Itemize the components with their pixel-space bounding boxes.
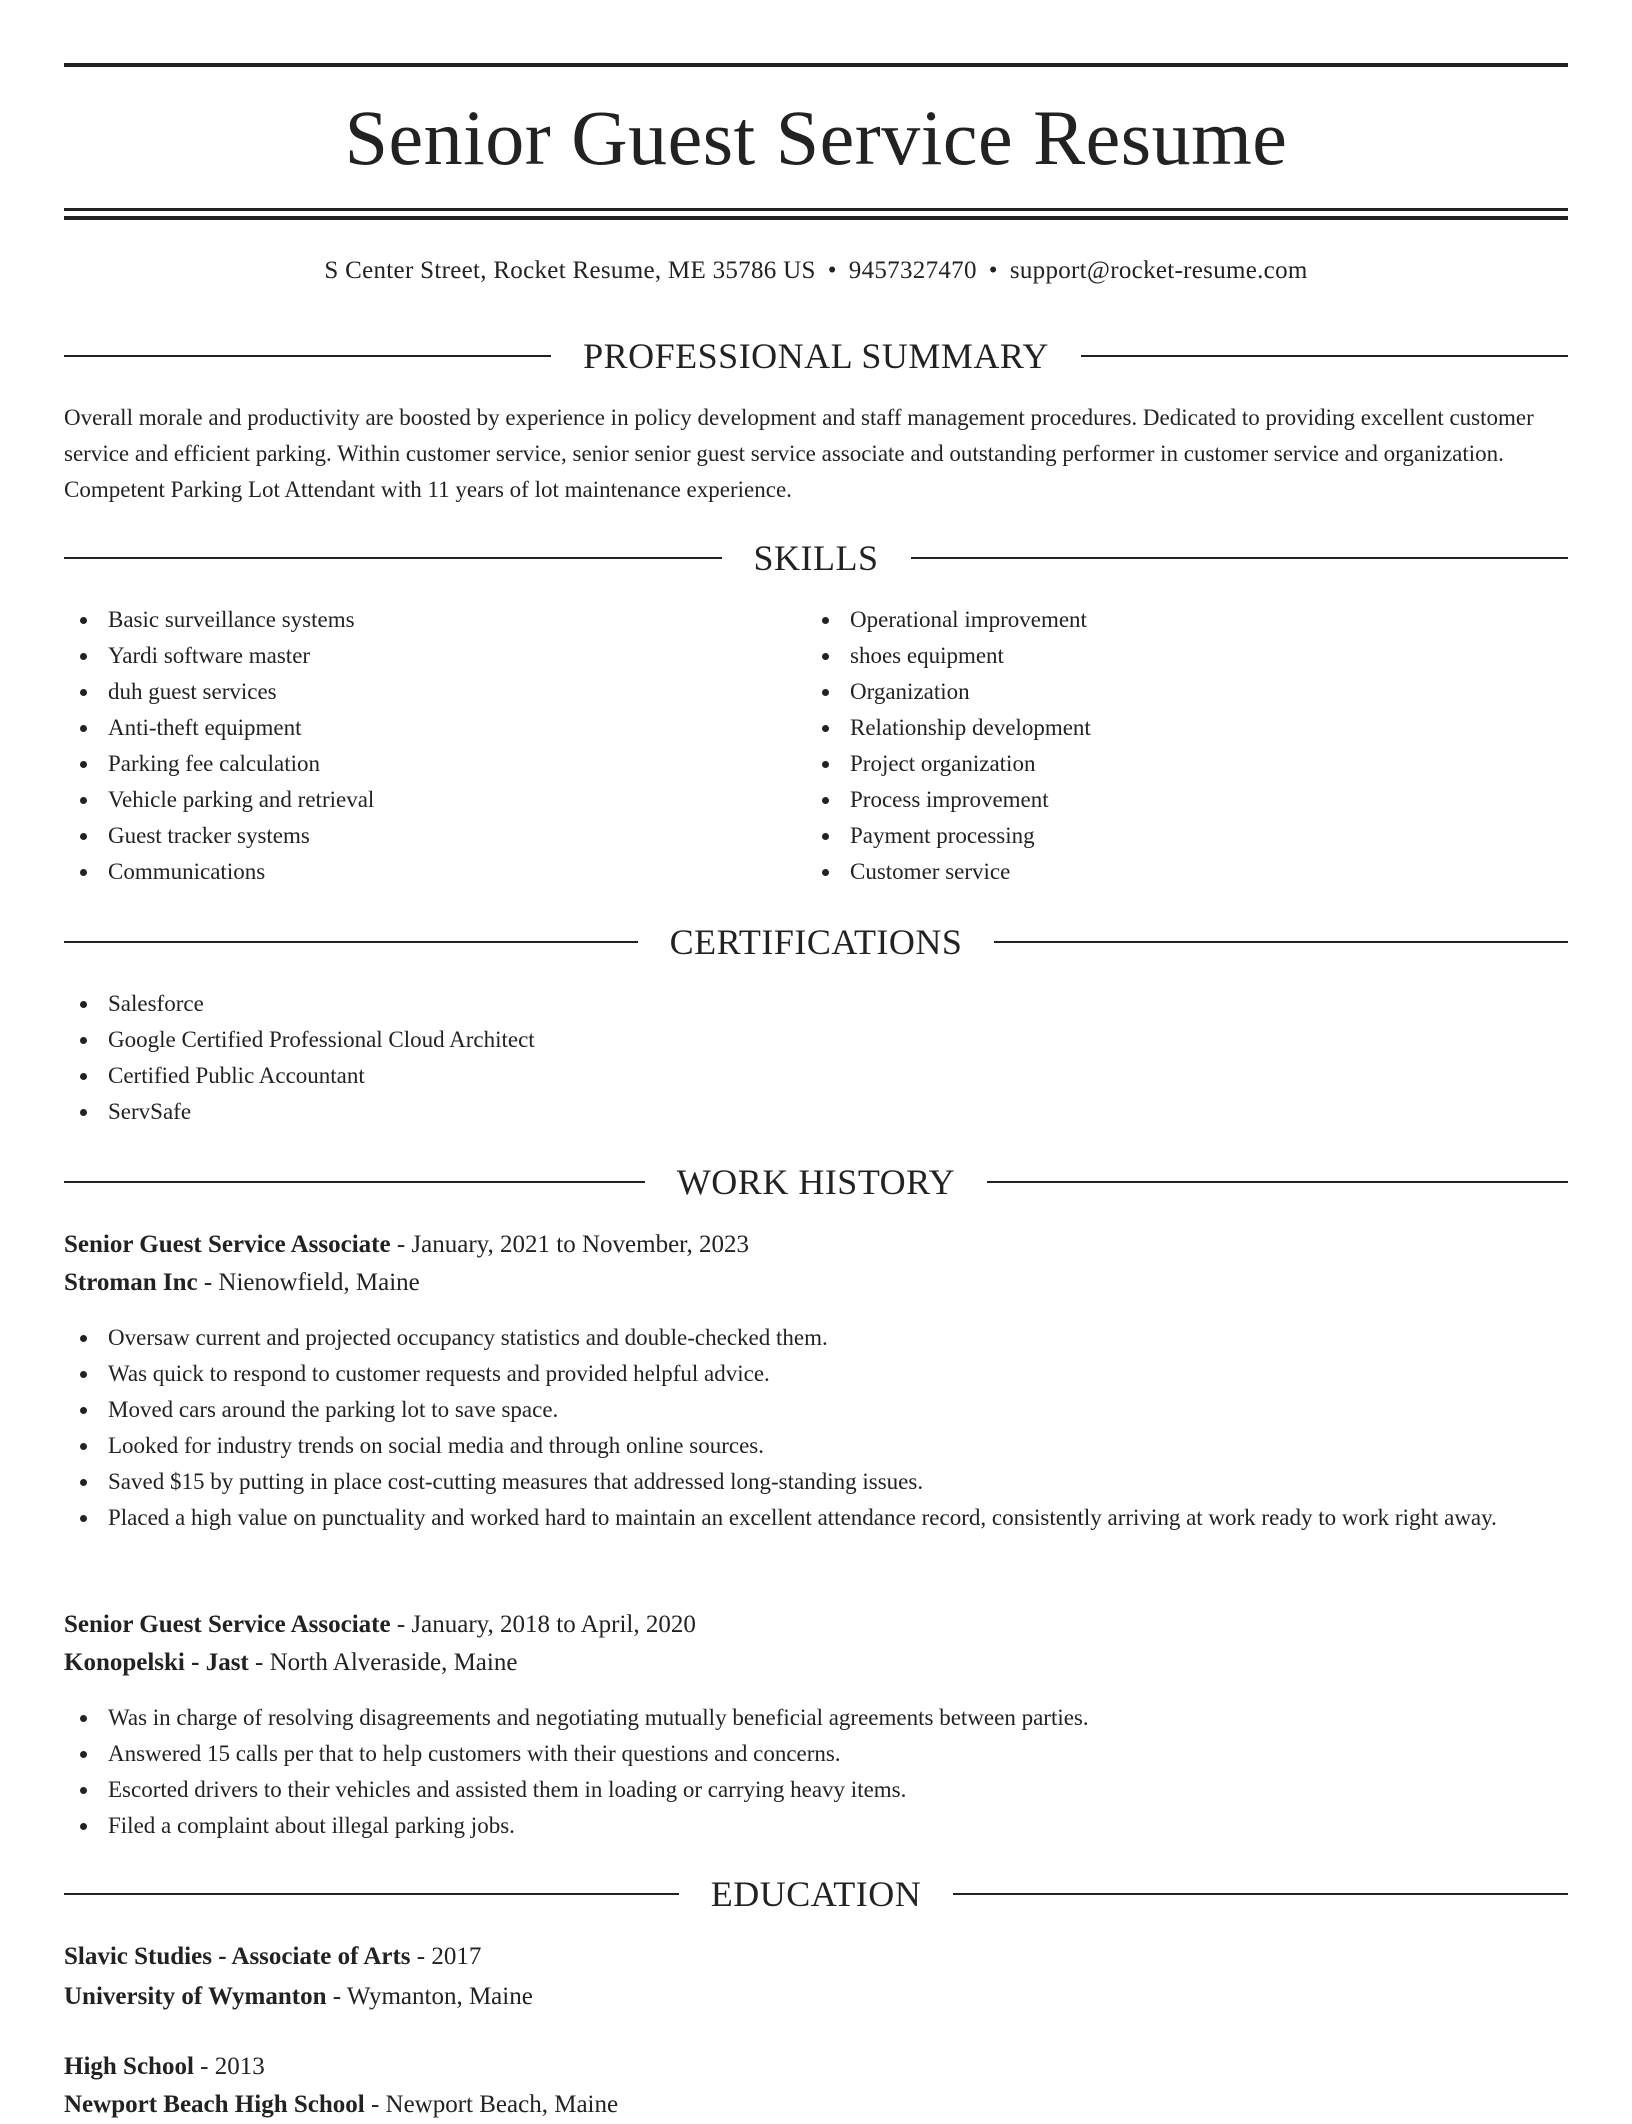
- skill-item: Customer service: [806, 854, 1526, 890]
- job-bullet: Filed a complaint about illegal parking jobs.: [64, 1808, 1568, 1844]
- section-heading-certifications: [64, 920, 1568, 964]
- skill-item: duh guest services: [64, 674, 784, 710]
- job-bullet: Was in charge of resolving disagreements and negotiating mutually beneficial agreements between parties.: [64, 1700, 1568, 1736]
- section-title: PROFESSIONAL SUMMARY: [583, 336, 1049, 376]
- contact-separator: •: [827, 257, 837, 284]
- contact-address: S Center Street, Rocket Resume, ME 35786 US: [324, 257, 816, 284]
- job-bullet: Looked for industry trends on social media and through online sources.: [64, 1428, 1568, 1464]
- skill-item: Process improvement: [806, 782, 1526, 818]
- education-year: - 2013: [193, 2053, 265, 2080]
- heading-rule-right: [953, 1893, 1568, 1895]
- contact-line: [64, 254, 1568, 288]
- education-school-line: [64, 1978, 1568, 2016]
- skill-item: Operational improvement: [806, 602, 1526, 638]
- skill-item: Organization: [806, 674, 1526, 710]
- education-degree: High School: [64, 2053, 194, 2080]
- job-bullets: [64, 1700, 1568, 1844]
- job-dates: - January, 2021 to November, 2023: [390, 1231, 749, 1258]
- job-bullet: Oversaw current and projected occupancy statistics and double-checked them.: [64, 1320, 1568, 1356]
- section-title: CERTIFICATIONS: [669, 922, 963, 962]
- job-title: Senior Guest Service Associate: [64, 1611, 391, 1638]
- section-heading-education: [64, 1872, 1568, 1916]
- skill-item: Communications: [64, 854, 784, 890]
- skills-list-right: [806, 602, 1526, 890]
- skill-item: Guest tracker systems: [64, 818, 784, 854]
- education-school: Newport Beach High School: [64, 2091, 365, 2118]
- job-location: - North Alveraside, Maine: [248, 1649, 518, 1676]
- job-title: Senior Guest Service Associate: [64, 1231, 391, 1258]
- education-location: - Wymanton, Maine: [326, 1983, 533, 2010]
- job-bullet: Answered 15 calls per that to help customers with their questions and concerns.: [64, 1736, 1568, 1772]
- skill-item: Relationship development: [806, 710, 1526, 746]
- heading-rule-left: [64, 1181, 645, 1183]
- section-heading-work-history: [64, 1160, 1568, 1204]
- job-title-line: [64, 1606, 1568, 1644]
- job-company-line: [64, 1264, 1568, 1302]
- education-school: University of Wymanton: [64, 1983, 327, 2010]
- skill-item: Yardi software master: [64, 638, 784, 674]
- education-year: - 2017: [410, 1943, 482, 1970]
- header-rule-lower: [64, 216, 1568, 220]
- heading-rule-left: [64, 941, 638, 943]
- skill-item: Parking fee calculation: [64, 746, 784, 782]
- education-location: - Newport Beach, Maine: [364, 2091, 619, 2118]
- education-degree-line: [64, 2048, 1568, 2086]
- heading-rule-right: [994, 941, 1568, 943]
- heading-rule-right: [911, 557, 1569, 559]
- job-title-line: [64, 1226, 1568, 1264]
- job-company: Konopelski - Jast: [64, 1649, 249, 1676]
- education-school-line: [64, 2086, 1568, 2124]
- heading-rule-left: [64, 557, 722, 559]
- education-degree-line: [64, 1938, 1568, 1976]
- job-company-line: [64, 1644, 1568, 1682]
- certifications-list: [64, 986, 1064, 1130]
- skill-item: Anti-theft equipment: [64, 710, 784, 746]
- certification-item: Salesforce: [64, 986, 1064, 1022]
- summary-text: Overall morale and productivity are boosted by experience in policy development and staff management procedures. Dedicated to providing excellent customer service and efficient parking. Within customer service, senior senior guest service associate and outstanding performer in customer service and organization. Competent Parking Lot Attendant with 11 years of lot maintenance experience.: [64, 405, 1534, 502]
- contact-phone: 9457327470: [848, 257, 977, 284]
- skill-item: shoes equipment: [806, 638, 1526, 674]
- contact-separator: •: [988, 257, 998, 284]
- section-title: WORK HISTORY: [676, 1162, 956, 1202]
- skill-item: Basic surveillance systems: [64, 602, 784, 638]
- skills-list-left: [64, 602, 784, 890]
- job-bullet: Was quick to respond to customer requests and provided helpful advice.: [64, 1356, 1568, 1392]
- certification-item: Google Certified Professional Cloud Architect: [64, 1022, 1064, 1058]
- job-bullet: Escorted drivers to their vehicles and assisted them in loading or carrying heavy items.: [64, 1772, 1568, 1808]
- section-title: SKILLS: [753, 538, 879, 578]
- job-company: Stroman Inc: [64, 1269, 198, 1296]
- top-rule: [64, 63, 1568, 67]
- heading-rule-left: [64, 355, 551, 357]
- job-bullet: Saved $15 by putting in place cost-cutting measures that addressed long-standing issues.: [64, 1464, 1568, 1500]
- header-rule-upper: [64, 208, 1568, 211]
- heading-rule-right: [1081, 355, 1568, 357]
- skill-item: Vehicle parking and retrieval: [64, 782, 784, 818]
- job-bullet: Placed a high value on punctuality and worked hard to maintain an excellent attendance record, consistently arriving at work ready to work right away.: [64, 1500, 1568, 1536]
- section-heading-summary: [64, 334, 1568, 378]
- heading-rule-left: [64, 1893, 679, 1895]
- job-location: - Nienowfield, Maine: [197, 1269, 420, 1296]
- skill-item: Payment processing: [806, 818, 1526, 854]
- job-bullets: [64, 1320, 1568, 1536]
- section-title: EDUCATION: [710, 1874, 922, 1914]
- certification-item: Certified Public Accountant: [64, 1058, 1064, 1094]
- job-dates: - January, 2018 to April, 2020: [390, 1611, 696, 1638]
- page-title: Senior Guest Service Resume: [344, 94, 1288, 181]
- skill-item: Project organization: [806, 746, 1526, 782]
- education-degree: Slavic Studies - Associate of Arts: [64, 1943, 411, 1970]
- contact-email: support@rocket-resume.com: [1009, 257, 1308, 284]
- job-bullet: Moved cars around the parking lot to save space.: [64, 1392, 1568, 1428]
- heading-rule-right: [987, 1181, 1568, 1183]
- certification-item: ServSafe: [64, 1094, 1064, 1130]
- section-heading-skills: [64, 536, 1568, 580]
